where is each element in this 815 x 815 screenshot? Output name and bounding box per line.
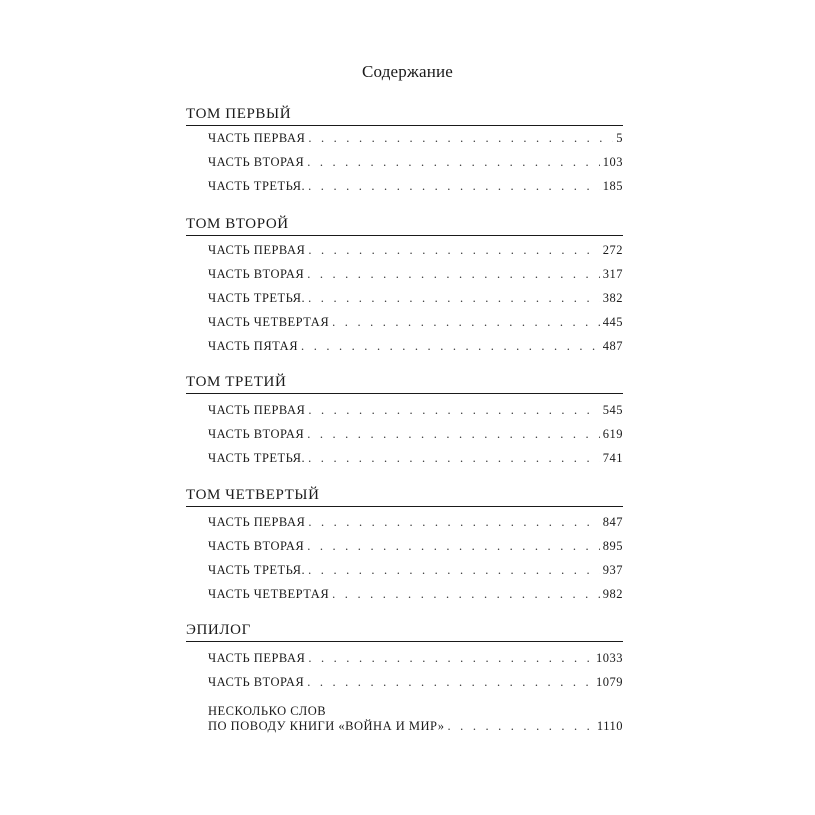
entry-page: 103 <box>602 155 623 169</box>
leader-dots <box>308 451 600 466</box>
toc-entry[interactable] <box>208 131 623 151</box>
volume-heading: ТОМ ПЕРВЫЙ <box>186 106 623 126</box>
afterword-title-line1: НЕСКОЛЬКО СЛОВ <box>208 704 327 718</box>
entry-page: 847 <box>602 515 623 529</box>
entry-page: 545 <box>602 403 623 417</box>
toc-entry[interactable] <box>208 587 623 607</box>
toc-entry[interactable] <box>208 267 623 287</box>
leader-dots <box>308 651 593 666</box>
leader-dots <box>308 563 600 578</box>
entry-page: 445 <box>602 315 623 329</box>
entry-label: ЧАСТЬ ВТОРАЯ <box>208 155 305 169</box>
entry-page: 1079 <box>596 675 623 689</box>
toc-entry[interactable] <box>208 563 623 583</box>
entry-label: ЧАСТЬ ВТОРАЯ <box>208 267 305 281</box>
entry-label: ЧАСТЬ ПЕРВАЯ <box>208 131 306 145</box>
leader-dots <box>332 315 600 330</box>
volume-heading: ТОМ ТРЕТИЙ <box>186 374 623 394</box>
entry-label: ЧАСТЬ ТРЕТЬЯ. <box>208 291 306 305</box>
entry-page: 272 <box>602 243 623 257</box>
entry-label: ЧАСТЬ ПЕРВАЯ <box>208 515 306 529</box>
entry-page: 487 <box>602 339 623 353</box>
toc-entry[interactable] <box>208 515 623 535</box>
leader-dots <box>308 131 613 146</box>
toc-entry[interactable] <box>208 243 623 263</box>
toc-entry[interactable] <box>208 339 623 359</box>
entry-page: 185 <box>602 179 623 193</box>
page-title: Содержание <box>361 62 454 81</box>
leader-dots <box>307 427 600 442</box>
entry-label: ЧАСТЬ ТРЕТЬЯ. <box>208 179 306 193</box>
afterword-title-line2: ПО ПОВОДУ КНИГИ «ВОЙНА И МИР» <box>208 719 445 733</box>
toc-entry[interactable] <box>208 291 623 311</box>
entry-page: 982 <box>602 587 623 601</box>
toc-entry[interactable] <box>208 675 623 695</box>
volume-heading: ТОМ ЧЕТВЕРТЫЙ <box>186 487 623 507</box>
volume-heading: ЭПИЛОГ <box>186 622 623 642</box>
entry-label: ЧАСТЬ ЧЕТВЕРТАЯ <box>208 315 330 329</box>
entry-label: ЧАСТЬ ПЕРВАЯ <box>208 403 306 417</box>
entry-page: 895 <box>602 539 623 553</box>
entry-label: ЧАСТЬ ТРЕТЬЯ. <box>208 451 306 465</box>
leader-dots <box>307 267 600 282</box>
toc-entry[interactable] <box>208 403 623 423</box>
toc-entry-afterword[interactable] <box>208 719 623 739</box>
entry-label: ЧАСТЬ ВТОРАЯ <box>208 427 305 441</box>
volume-heading: ТОМ ВТОРОЙ <box>186 216 623 236</box>
leader-dots <box>308 403 599 418</box>
entry-page: 619 <box>602 427 623 441</box>
toc-entry[interactable] <box>208 315 623 335</box>
leader-dots <box>307 539 600 554</box>
entry-page: 937 <box>602 563 623 577</box>
entry-label: ЧАСТЬ ПЕРВАЯ <box>208 651 306 665</box>
entry-label: ЧАСТЬ ВТОРАЯ <box>208 539 305 553</box>
entry-page: 1110 <box>596 719 623 733</box>
leader-dots <box>308 243 599 258</box>
leader-dots <box>448 719 594 734</box>
leader-dots <box>308 291 600 306</box>
leader-dots <box>308 515 599 530</box>
toc-entry[interactable] <box>208 427 623 447</box>
toc-entry[interactable] <box>208 155 623 175</box>
toc-entry[interactable] <box>208 179 623 199</box>
entry-page: 382 <box>602 291 623 305</box>
entry-label: ЧАСТЬ ЧЕТВЕРТАЯ <box>208 587 330 601</box>
entry-label: ЧАСТЬ ПЯТАЯ <box>208 339 299 353</box>
toc-entry[interactable] <box>208 451 623 471</box>
leader-dots <box>332 587 600 602</box>
toc-entry[interactable] <box>208 651 623 671</box>
leader-dots <box>308 179 600 194</box>
entry-label: ЧАСТЬ ВТОРАЯ <box>208 675 305 689</box>
entry-label: ЧАСТЬ ПЕРВАЯ <box>208 243 306 257</box>
leader-dots <box>301 339 600 354</box>
entry-page: 1033 <box>596 651 623 665</box>
entry-label: ЧАСТЬ ТРЕТЬЯ. <box>208 563 306 577</box>
entry-page: 5 <box>616 131 623 145</box>
toc-entry[interactable] <box>208 539 623 559</box>
leader-dots <box>307 155 600 170</box>
leader-dots <box>307 675 593 690</box>
entry-page: 741 <box>602 451 623 465</box>
entry-page: 317 <box>602 267 623 281</box>
